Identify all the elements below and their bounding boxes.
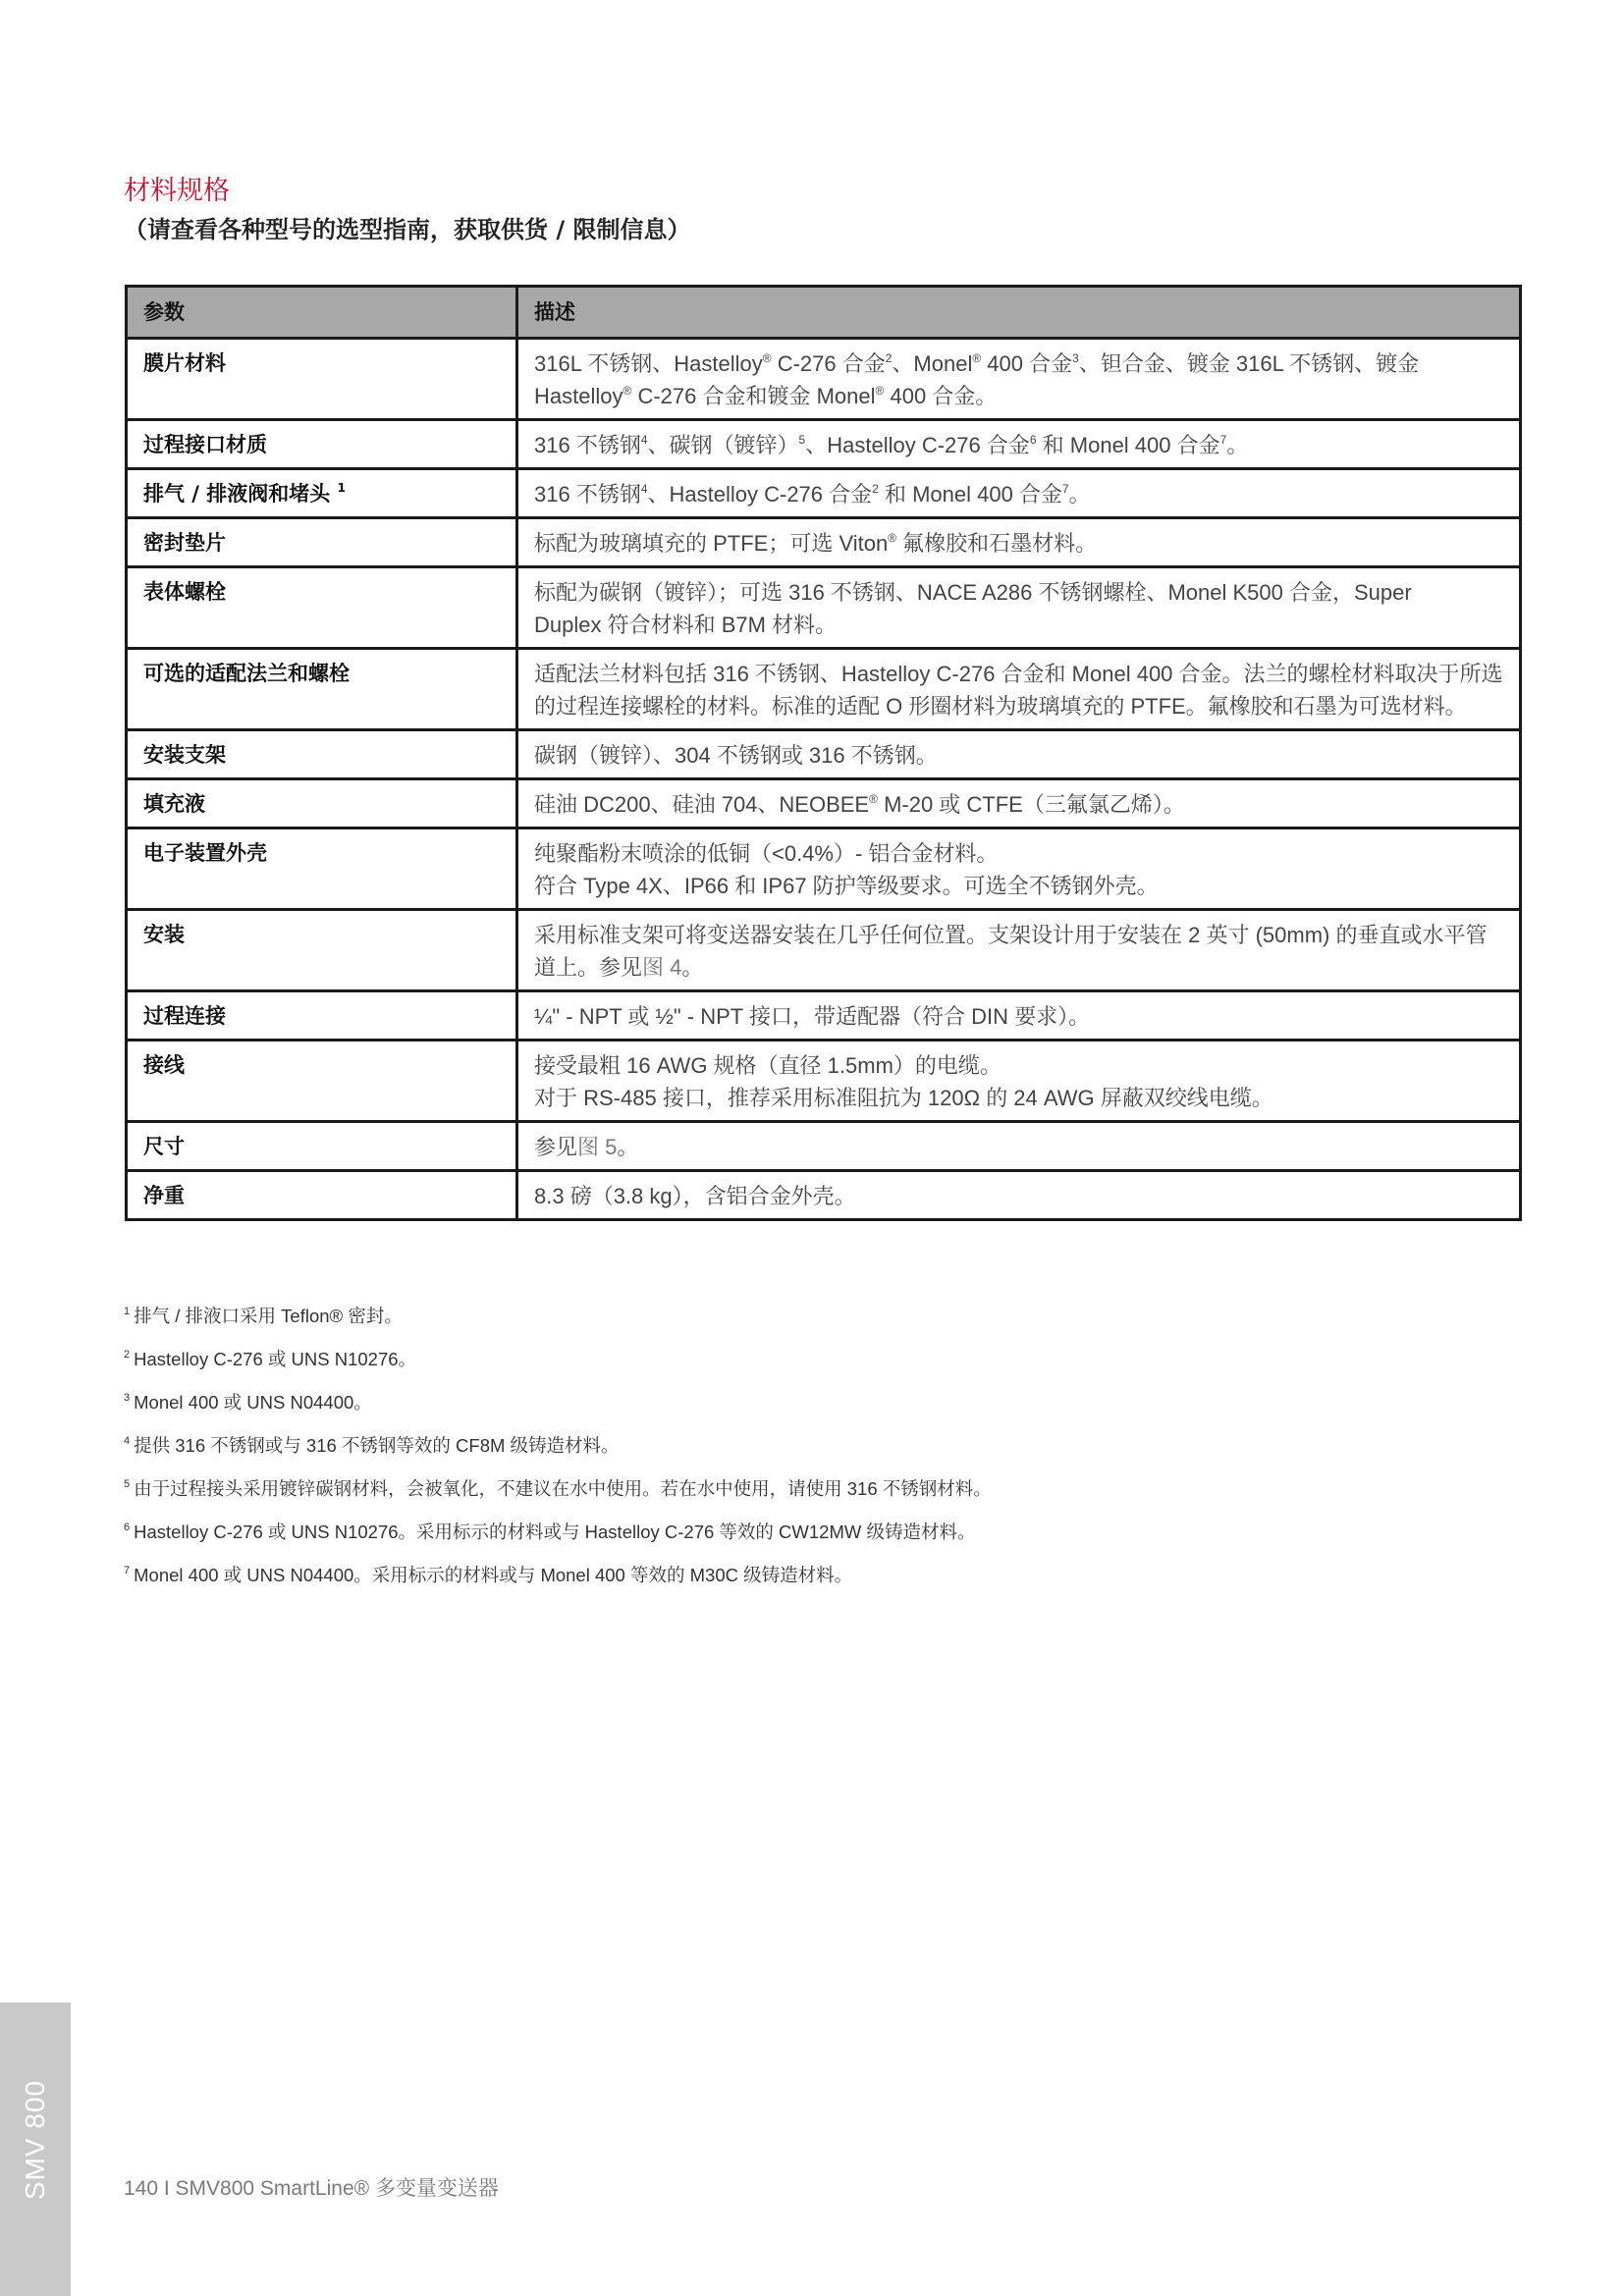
desc-text: 、碳钢（镀锌）	[647, 433, 799, 457]
footnote-number: 2	[124, 1349, 131, 1361]
desc-cell	[517, 339, 1521, 420]
param-cell	[127, 991, 517, 1041]
param-cell	[127, 469, 517, 518]
desc-text: C-276 合金	[771, 351, 886, 376]
desc-text: 、Hastelloy C-276 合金	[805, 433, 1030, 457]
desc-text: Duplex 符合材料和 B7M 材料。	[534, 613, 838, 637]
footnote-ref: 2	[872, 482, 879, 496]
desc-text: 316 不锈钢	[534, 482, 641, 507]
table-row	[127, 1041, 1521, 1122]
desc-line	[534, 870, 1509, 902]
param-cell	[127, 649, 517, 730]
desc-text: M-20 或 CTFE（三氟氯乙烯）。	[877, 792, 1185, 817]
footnote-ref: 4	[640, 433, 648, 447]
desc-text: 碳钢（镀锌）、304 不锈钢或 316 不锈钢。	[534, 743, 938, 768]
param-cell	[127, 1122, 517, 1171]
section-subtitle: （请查看各种型号的选型指南，获取供货 / 限制信息）	[124, 216, 691, 243]
table-row	[127, 1122, 1521, 1171]
footnote-ref: 1	[337, 481, 346, 495]
desc-cell	[517, 1171, 1521, 1220]
footnote-text: Hastelloy C-276 或 UNS N10276。采用标示的材料或与 Hastelloy C-276 等效的 CW12MW 级铸造材料。	[134, 1522, 976, 1542]
desc-text: 氟橡胶和石墨材料。	[896, 531, 1098, 556]
footnote	[124, 1476, 1400, 1520]
desc-text: 。	[1068, 482, 1091, 507]
footnote-ref: 7	[1219, 433, 1227, 447]
footnote-number: 3	[124, 1392, 131, 1404]
param-label: 安装支架	[143, 743, 226, 767]
param-cell	[127, 518, 517, 567]
figure-link[interactable]: 图 5	[577, 1135, 618, 1159]
page-footer: 140 I SMV800 SmartLine® 多变量变送器	[124, 2177, 499, 2200]
desc-line	[534, 380, 1509, 412]
table-row	[127, 1171, 1521, 1220]
desc-cell	[517, 1122, 1521, 1171]
param-cell	[127, 910, 517, 991]
param-label: 排气 / 排液阀和堵头	[143, 482, 331, 506]
table-row	[127, 339, 1521, 420]
column-header-param: 参数	[127, 287, 517, 339]
footnote-ref: 2	[885, 351, 893, 365]
desc-line	[534, 788, 1509, 821]
desc-text: 道上。参见	[534, 955, 643, 980]
table-row	[127, 567, 1521, 649]
footnotes	[124, 1304, 1400, 1606]
desc-line	[534, 739, 1509, 772]
param-label: 接线	[143, 1053, 185, 1077]
desc-line	[534, 429, 1509, 461]
figure-link[interactable]: 图 4	[642, 955, 682, 980]
footnote-ref: ®	[762, 351, 772, 365]
desc-line	[534, 609, 1509, 641]
desc-line	[534, 690, 1509, 722]
desc-text: 316L 不锈钢、Hastelloy	[534, 351, 763, 376]
side-tab-label: SMV 800	[20, 2079, 50, 2201]
section-title: 材料规格	[124, 176, 230, 206]
footnote-number: 4	[124, 1435, 131, 1447]
desc-text: 、Monel	[892, 351, 973, 376]
desc-text: Hastelloy	[534, 384, 623, 408]
param-label: 过程接口材质	[143, 433, 267, 456]
desc-text: 8.3 磅（3.8 kg），含铝合金外壳。	[534, 1184, 856, 1208]
desc-cell	[517, 649, 1521, 730]
param-label: 可选的适配法兰和螺栓	[143, 662, 350, 685]
desc-text: 的过程连接螺栓的材料。标准的适配 O 形圈材料为玻璃填充的 PTFE。氟橡胶和石墨为可选材料。	[534, 694, 1467, 719]
param-label: 过程连接	[143, 1004, 226, 1028]
desc-line	[534, 1082, 1509, 1114]
desc-line	[534, 347, 1509, 380]
table-row	[127, 469, 1521, 518]
desc-text: 参见	[534, 1135, 578, 1159]
desc-text: ¼" - NPT 或 ½" - NPT 接口，带适配器（符合 DIN 要求）。	[534, 1004, 1091, 1029]
desc-text: 符合 Type 4X、IP66 和 IP67 防护等级要求。可选全不锈钢外壳。	[534, 874, 1159, 898]
param-cell	[127, 420, 517, 469]
desc-cell	[517, 1041, 1521, 1122]
desc-line	[534, 1131, 1509, 1163]
footnote-ref: ®	[623, 384, 632, 398]
desc-text: 标配为玻璃填充的 PTFE；可选 Viton	[534, 531, 889, 556]
table-row	[127, 730, 1521, 779]
column-header-desc: 描述	[517, 287, 1521, 339]
footnote-ref: 7	[1061, 482, 1069, 496]
footnote-number: 6	[124, 1522, 131, 1533]
footnote-ref: 4	[640, 482, 648, 496]
table-row	[127, 991, 1521, 1041]
desc-line	[534, 919, 1509, 951]
param-label: 安装	[143, 923, 185, 946]
param-cell	[127, 730, 517, 779]
footnote-text: Monel 400 或 UNS N04400。	[134, 1392, 372, 1413]
desc-line	[534, 527, 1509, 560]
desc-cell	[517, 567, 1521, 649]
param-cell	[127, 567, 517, 649]
param-cell	[127, 1041, 517, 1122]
footnote	[124, 1563, 1400, 1606]
desc-line	[534, 1049, 1509, 1082]
table-row	[127, 828, 1521, 910]
desc-line	[534, 951, 1509, 984]
materials-spec-table	[125, 285, 1522, 1221]
footnote-number: 5	[124, 1478, 131, 1490]
param-cell	[127, 1171, 517, 1220]
param-cell	[127, 779, 517, 828]
desc-text: 对于 RS-485 接口，推荐采用标准阻抗为 120Ω 的 24 AWG 屏蔽双绞线电缆。	[534, 1086, 1273, 1110]
desc-text: 400 合金。	[884, 384, 998, 408]
desc-text: 硅油 DC200、硅油 704、NEOBEE	[534, 792, 870, 817]
table-row	[127, 910, 1521, 991]
table-row	[127, 518, 1521, 567]
footnote-text: 排气 / 排液口采用 Teflon® 密封。	[134, 1306, 403, 1326]
desc-text: 和 Monel 400 合金	[1036, 433, 1220, 457]
table-row	[127, 649, 1521, 730]
param-cell	[127, 828, 517, 910]
desc-text: 标配为碳钢（镀锌）；可选 316 不锈钢、NACE A286 不锈钢螺栓、Monel K500 合金，Super	[534, 580, 1412, 605]
footnote-text: Hastelloy C-276 或 UNS N10276。	[134, 1349, 417, 1369]
desc-cell	[517, 828, 1521, 910]
desc-cell	[517, 779, 1521, 828]
footnote-ref: ®	[972, 351, 982, 365]
footnote-ref: 3	[1072, 351, 1079, 365]
param-label: 电子装置外壳	[143, 841, 267, 865]
param-label: 表体螺栓	[143, 580, 226, 604]
desc-line	[534, 1180, 1509, 1212]
footnote-number: 7	[124, 1565, 131, 1576]
footnote	[124, 1390, 1400, 1433]
footnote-ref: 5	[798, 433, 806, 447]
table-row	[127, 420, 1521, 469]
desc-line	[534, 658, 1509, 690]
param-label: 填充液	[143, 792, 205, 816]
footnote-ref: ®	[875, 384, 885, 398]
footnote-ref: ®	[869, 792, 878, 806]
desc-line	[534, 837, 1509, 870]
desc-cell	[517, 910, 1521, 991]
desc-text: 。	[681, 955, 704, 980]
desc-cell	[517, 991, 1521, 1041]
desc-text: 纯聚酯粉末喷涂的低铜（<0.4%）- 铝合金材料。	[534, 841, 999, 866]
desc-cell	[517, 730, 1521, 779]
footnote	[124, 1304, 1400, 1347]
desc-text: 接受最粗 16 AWG 规格（直径 1.5mm）的电缆。	[534, 1053, 1001, 1078]
footnote	[124, 1520, 1400, 1563]
desc-text: 。	[1226, 433, 1249, 457]
desc-cell	[517, 420, 1521, 469]
desc-text: 。	[617, 1135, 639, 1159]
footnote	[124, 1433, 1400, 1476]
footnote-text: 提供 316 不锈钢或与 316 不锈钢等效的 CF8M 级铸造材料。	[134, 1435, 620, 1456]
desc-text: 采用标准支架可将变送器安装在几乎任何位置。支架设计用于安装在 2 英寸 (50mm) 的垂直或水平管	[534, 923, 1488, 947]
desc-text: 316 不锈钢	[534, 433, 641, 457]
table-body	[127, 339, 1521, 1220]
footnote-ref: ®	[888, 531, 897, 545]
desc-text: 和 Monel 400 合金	[878, 482, 1062, 507]
desc-text: 400 合金	[981, 351, 1073, 376]
table-row	[127, 779, 1521, 828]
desc-text: 、Hastelloy C-276 合金	[647, 482, 873, 507]
footnote-text: Monel 400 或 UNS N04400。采用标示的材料或与 Monel 400 等效的 M30C 级铸造材料。	[134, 1565, 853, 1585]
param-label: 净重	[143, 1184, 185, 1207]
desc-text: 、钽合金、镀金 316L 不锈钢、镀金	[1078, 351, 1420, 376]
footnote-text: 由于过程接头采用镀锌碳钢材料，会被氧化，不建议在水中使用。若在水中使用，请使用 316 不锈钢材料。	[134, 1478, 992, 1499]
desc-text: 适配法兰材料包括 316 不锈钢、Hastelloy C-276 合金和 Monel 400 合金。法兰的螺栓材料取决于所选	[534, 662, 1503, 686]
footnote	[124, 1347, 1400, 1390]
desc-cell	[517, 469, 1521, 518]
desc-text: C-276 合金和镀金 Monel	[631, 384, 876, 408]
desc-line	[534, 478, 1509, 510]
desc-line	[534, 1000, 1509, 1033]
table-header-row	[127, 287, 1521, 339]
footnote-ref: 6	[1029, 433, 1037, 447]
param-label: 密封垫片	[143, 531, 226, 555]
param-label: 膜片材料	[143, 351, 226, 375]
param-cell	[127, 339, 517, 420]
param-label: 尺寸	[143, 1135, 185, 1158]
desc-line	[534, 576, 1509, 609]
desc-cell	[517, 518, 1521, 567]
footnote-number: 1	[124, 1306, 131, 1317]
